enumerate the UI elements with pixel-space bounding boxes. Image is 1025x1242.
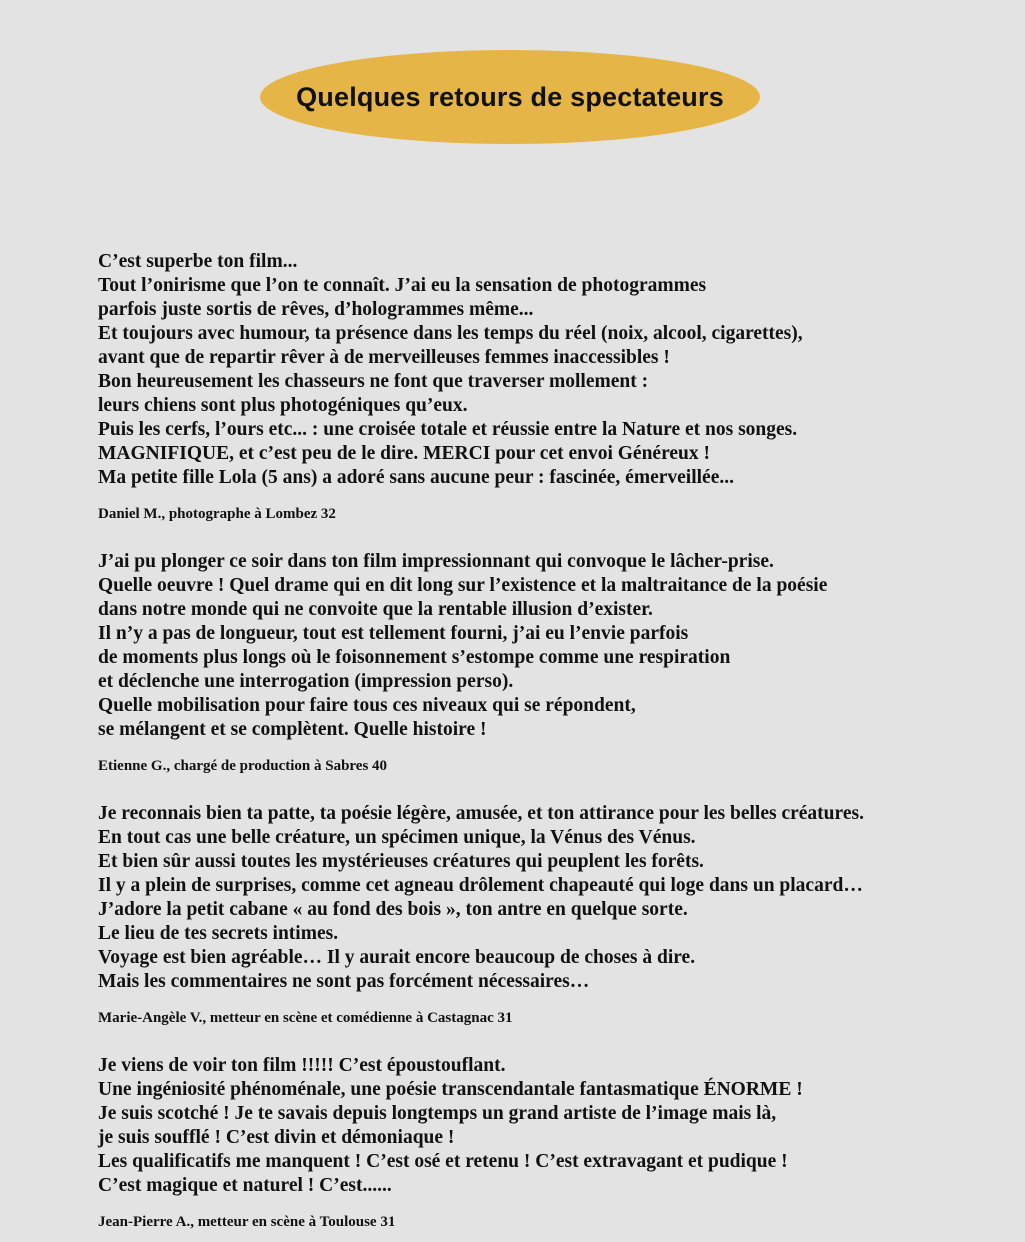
testimonial-line: MAGNIFIQUE, et c’est peu de le dire. MERCI pour cet envoi Généreux ! xyxy=(98,443,711,464)
testimonial-line: Je suis scotché ! Je te savais depuis longtemps un grand artiste de l’image mais là, xyxy=(98,1103,777,1124)
testimonial-line: Il y a plein de surprises, comme cet agneau drôlement chapeauté qui loge dans un placard… xyxy=(98,875,863,896)
testimonial-line: Tout l’onirisme que l’on te connaît. J’ai eu la sensation de photogrammes xyxy=(98,275,707,296)
testimonial-line: Il n’y a pas de longueur, tout est tellement fourni, j’ai eu l’envie parfois xyxy=(98,623,689,644)
testimonial-line: Je viens de voir ton film !!!!! C’est époustouflant. xyxy=(98,1055,506,1076)
testimonial-line: leurs chiens sont plus photogéniques qu’eux. xyxy=(98,395,468,416)
testimonial-line: En tout cas une belle créature, un spécimen unique, la Vénus des Vénus. xyxy=(98,827,696,848)
testimonial-line: Puis les cerfs, l’ours etc... : une croisée totale et réussie entre la Nature et nos songes. xyxy=(98,419,798,440)
testimonial-line: Quelle mobilisation pour faire tous ces niveaux qui se répondent, xyxy=(98,695,636,716)
testimonial-line: dans notre monde qui ne convoite que la rentable illusion d’exister. xyxy=(98,599,653,620)
testimonial-line: de moments plus longs où le foisonnement s’estompe comme une respiration xyxy=(98,647,731,668)
title-banner xyxy=(260,50,760,144)
testimonial-author: Etienne G., chargé de production à Sabres 40 xyxy=(98,758,388,774)
testimonial-text xyxy=(98,550,998,742)
testimonial-line: J’adore la petit cabane « au fond des bois », ton antre en quelque sorte. xyxy=(98,899,688,920)
testimonial xyxy=(98,802,998,1028)
testimonial-line: Ma petite fille Lola (5 ans) a adoré sans aucune peur : fascinée, émerveillée... xyxy=(98,467,734,488)
testimonial-line: Quelle oeuvre ! Quel drame qui en dit long sur l’existence et la maltraitance de la poésie xyxy=(98,575,828,596)
testimonial-text xyxy=(98,250,998,490)
testimonial-author: Marie-Angèle V., metteur en scène et comédienne à Castagnac 31 xyxy=(98,1010,513,1026)
testimonial-line: C’est superbe ton film... xyxy=(98,251,298,272)
testimonial-text xyxy=(98,1054,998,1198)
testimonial-line: se mélangent et se complètent. Quelle histoire ! xyxy=(98,719,487,740)
testimonial-line: C’est magique et naturel ! C’est...... xyxy=(98,1175,392,1196)
testimonial-line: Bon heureusement les chasseurs ne font que traverser mollement : xyxy=(98,371,649,392)
testimonial-line: Le lieu de tes secrets intimes. xyxy=(98,923,339,944)
testimonial-line: Une ingéniosité phénoménale, une poésie transcendantale fantasmatique ÉNORME ! xyxy=(98,1079,803,1100)
testimonial xyxy=(98,1054,998,1232)
testimonial-author: Jean-Pierre A., metteur en scène à Toulouse 31 xyxy=(98,1214,396,1230)
testimonial-line: Je reconnais bien ta patte, ta poésie légère, amusée, et ton attirance pour les belles créatures. xyxy=(98,803,864,824)
testimonial-line: J’ai pu plonger ce soir dans ton film impressionnant qui convoque le lâcher-prise. xyxy=(98,551,774,572)
testimonial-line: parfois juste sortis de rêves, d’hologrammes même... xyxy=(98,299,534,320)
testimonial-line: Et bien sûr aussi toutes les mystérieuses créatures qui peuplent les forêts. xyxy=(98,851,704,872)
testimonial-line: Mais les commentaires ne sont pas forcément nécessaires… xyxy=(98,971,590,992)
testimonial-line: Et toujours avec humour, ta présence dans les temps du réel (noix, alcool, cigarettes), xyxy=(98,323,803,344)
testimonial-line: et déclenche une interrogation (impression perso). xyxy=(98,671,514,692)
testimonial-author: Daniel M., photographe à Lombez 32 xyxy=(98,506,336,522)
testimonial-line: Voyage est bien agréable… Il y aurait encore beaucoup de choses à dire. xyxy=(98,947,696,968)
testimonial xyxy=(98,550,998,776)
page-title: Quelques retours de spectateurs xyxy=(296,81,724,112)
testimonial xyxy=(98,250,998,524)
testimonial-line: je suis soufflé ! C’est divin et démoniaque ! xyxy=(98,1127,455,1148)
testimonial-text xyxy=(98,802,998,994)
testimonial-line: Les qualificatifs me manquent ! C’est osé et retenu ! C’est extravagant et pudique ! xyxy=(98,1151,788,1172)
testimonial-line: avant que de repartir rêver à de merveilleuses femmes inaccessibles ! xyxy=(98,347,670,368)
testimonials-list xyxy=(98,250,998,1232)
